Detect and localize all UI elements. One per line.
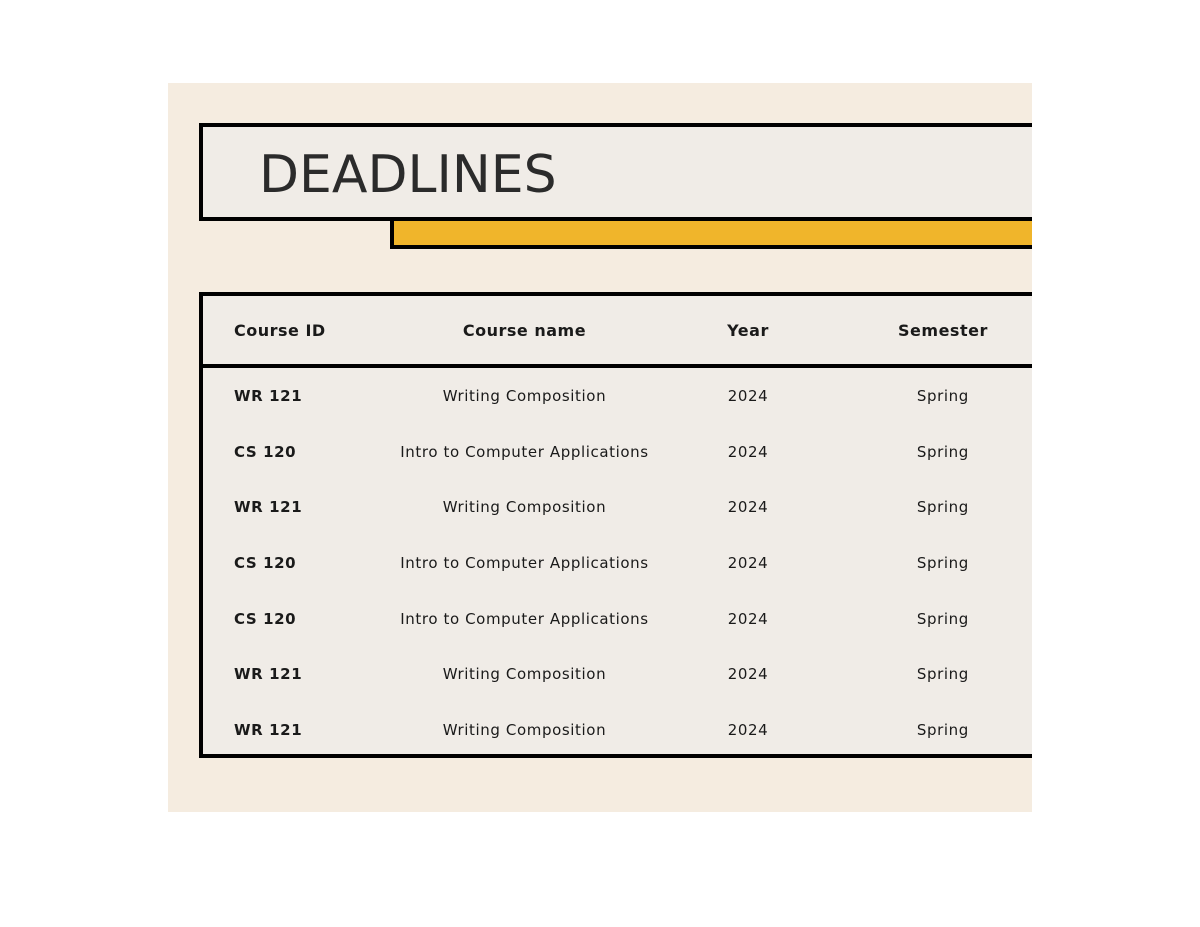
course-name-cell: Intro to Computer Applications	[400, 442, 649, 461]
table-row	[203, 424, 1032, 480]
course-name-cell: Intro to Computer Applications	[400, 553, 649, 572]
page-title: DEADLINES	[259, 145, 557, 205]
year-cell: 2024	[727, 609, 769, 628]
course-id-cell: CS 120	[234, 442, 297, 461]
semester-cell: Spring	[916, 442, 969, 461]
column-header-year: Year	[675, 296, 821, 366]
document-page	[168, 83, 1032, 812]
semester-cell: Spring	[916, 386, 969, 405]
course-name-cell: Writing Composition	[442, 498, 607, 517]
course-name-cell: Writing Composition	[442, 386, 607, 405]
semester-cell: Spring	[916, 720, 969, 739]
table-row	[203, 479, 1032, 535]
title-banner	[199, 123, 1032, 221]
course-id-cell: WR 121	[234, 386, 303, 405]
semester-cell: Spring	[916, 553, 969, 572]
deadlines-table	[203, 296, 1032, 758]
semester-cell: Spring	[916, 498, 969, 517]
semester-cell: Spring	[916, 609, 969, 628]
year-cell: 2024	[727, 553, 769, 572]
column-header-semester: Semester	[821, 296, 1032, 366]
table-row	[203, 591, 1032, 647]
column-header-course-name: Course name	[374, 296, 675, 366]
course-id-cell: CS 120	[234, 609, 297, 628]
deadlines-table-container	[199, 292, 1032, 758]
semester-cell: Spring	[916, 665, 969, 684]
course-name-cell: Writing Composition	[442, 665, 607, 684]
table-row	[203, 646, 1032, 702]
course-id-cell: WR 121	[234, 665, 303, 684]
year-cell: 2024	[727, 386, 769, 405]
course-name-cell: Intro to Computer Applications	[400, 609, 649, 628]
column-header-course-id: Course ID	[203, 296, 374, 366]
course-id-cell: WR 121	[234, 720, 303, 739]
year-cell: 2024	[727, 665, 769, 684]
year-cell: 2024	[727, 442, 769, 461]
table-row	[203, 366, 1032, 424]
table-row	[203, 702, 1032, 758]
table-header-row	[203, 296, 1032, 366]
course-name-cell: Writing Composition	[442, 720, 607, 739]
year-cell: 2024	[727, 720, 769, 739]
accent-bar	[390, 221, 1032, 249]
course-id-cell: WR 121	[234, 498, 303, 517]
year-cell: 2024	[727, 498, 769, 517]
course-id-cell: CS 120	[234, 553, 297, 572]
table-row	[203, 535, 1032, 591]
